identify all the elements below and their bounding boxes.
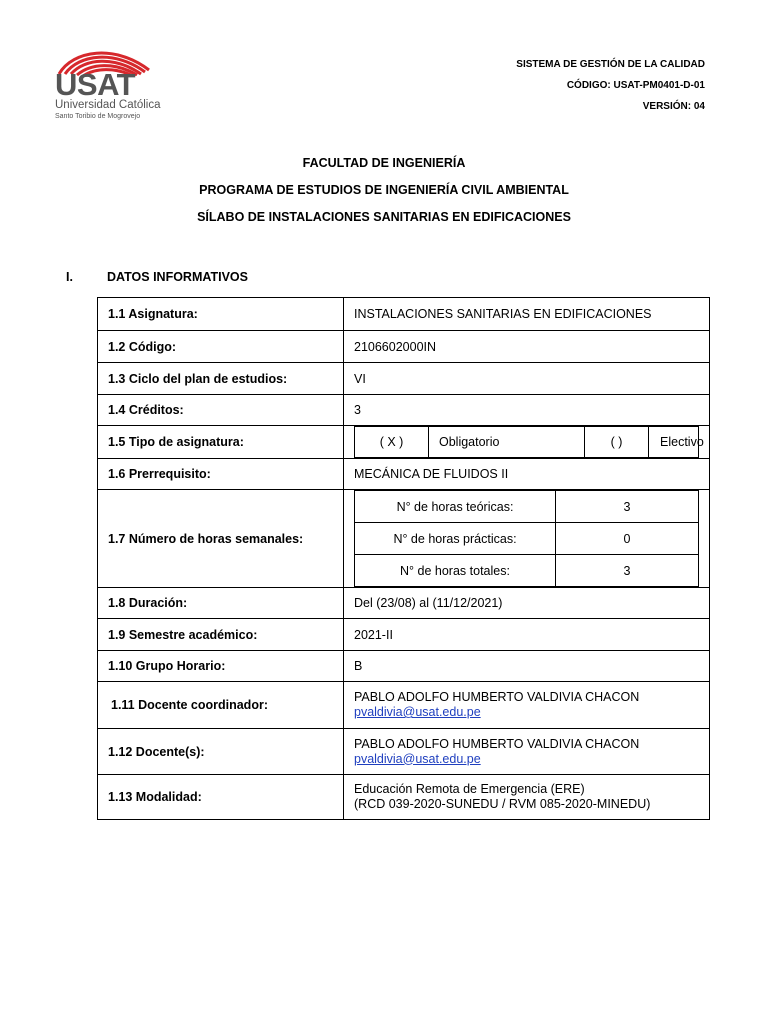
obligatorio-label: Obligatorio — [429, 427, 585, 458]
practice-hours-label: N° de horas prácticas: — [355, 523, 556, 555]
table-row — [98, 775, 710, 820]
row-label: 1.7 Número de horas semanales: — [98, 490, 344, 588]
row-label: 1.10 Grupo Horario: — [98, 651, 344, 682]
coordinator-email-link[interactable]: pvaldivia@usat.edu.pe — [354, 705, 481, 719]
logo-subtitle: Santo Toribio de Mogrovejo — [55, 113, 141, 120]
teacher-name: PABLO ADOLFO HUMBERTO VALDIVIA CHACON — [354, 736, 640, 751]
row-label: 1.2 Código: — [98, 331, 344, 363]
coordinator-cell — [344, 682, 710, 729]
row-value: MECÁNICA DE FLUIDOS II — [344, 459, 710, 490]
theory-hours-value: 3 — [556, 491, 699, 523]
logo-name: USAT — [55, 67, 136, 102]
hours-cell — [344, 490, 710, 588]
coordinator-name: PABLO ADOLFO HUMBERTO VALDIVIA CHACON — [354, 690, 640, 704]
row-label: 1.3 Ciclo del plan de estudios: — [98, 363, 344, 395]
modality-cell — [344, 775, 710, 820]
table-row — [98, 395, 710, 426]
row-label: 1.6 Prerrequisito: — [98, 459, 344, 490]
obligatorio-mark: ( X ) — [355, 427, 429, 458]
informative-data-table — [97, 297, 710, 820]
row-label: 1.12 Docente(s): — [98, 729, 344, 775]
syllabus-title: SÍLABO DE INSTALACIONES SANITARIAS EN EDIFICACIONES — [197, 210, 571, 224]
table-row — [98, 459, 710, 490]
usat-logo — [53, 42, 163, 124]
row-label: 1.5 Tipo de asignatura: — [98, 426, 344, 459]
theory-hours-label: N° de horas teóricas: — [355, 491, 556, 523]
table-row — [98, 651, 710, 682]
table-row — [98, 619, 710, 651]
row-label: 1.13 Modalidad: — [98, 775, 344, 820]
total-hours-value: 3 — [556, 555, 699, 587]
header-system: SISTEMA DE GESTIÓN DE LA CALIDAD — [516, 59, 705, 70]
table-row — [98, 426, 710, 459]
faculty-title: FACULTAD DE INGENIERÍA — [302, 156, 466, 170]
electivo-label: Electivo — [649, 427, 699, 458]
row-label: 1.11 Docente coordinador: — [98, 682, 344, 729]
row-value: VI — [344, 363, 710, 395]
modality-name: Educación Remota de Emergencia (ERE) — [354, 782, 585, 796]
modality-regulation: (RCD 039-2020-SUNEDU / RVM 085-2020-MINEDU) — [354, 797, 651, 811]
hours-table — [354, 490, 699, 587]
row-value: 2021-II — [344, 619, 710, 651]
row-value: 2106602000IN — [344, 331, 710, 363]
practice-hours-value: 0 — [556, 523, 699, 555]
teacher-cell — [344, 729, 710, 775]
row-value: 3 — [344, 395, 710, 426]
table-row — [98, 682, 710, 729]
row-label: 1.4 Créditos: — [98, 395, 344, 426]
program-title: PROGRAMA DE ESTUDIOS DE INGENIERÍA CIVIL AMBIENTAL — [199, 183, 569, 197]
table-row — [98, 331, 710, 363]
header-code: CÓDIGO: USAT-PM0401-D-01 — [566, 80, 705, 91]
row-label: 1.8 Duración: — [98, 588, 344, 619]
document-header — [516, 54, 705, 117]
logo-university: Universidad Católica — [55, 99, 161, 111]
total-hours-label: N° de horas totales: — [355, 555, 556, 587]
row-label: 1.9 Semestre académico: — [98, 619, 344, 651]
table-row — [98, 490, 710, 588]
course-type-options — [354, 426, 704, 458]
electivo-mark: ( ) — [585, 427, 649, 458]
document-titles — [0, 154, 768, 235]
row-value: INSTALACIONES SANITARIAS EN EDIFICACIONES — [344, 298, 710, 331]
row-value: Del (23/08) al (11/12/2021) — [344, 588, 710, 619]
row-value: B — [344, 651, 710, 682]
section-title: DATOS INFORMATIVOS — [107, 270, 248, 284]
table-row — [98, 298, 710, 331]
section-number: I. — [66, 270, 73, 284]
table-row — [98, 588, 710, 619]
teacher-email-link[interactable]: pvaldivia@usat.edu.pe — [354, 751, 481, 766]
header-version: VERSIÓN: 04 — [642, 101, 705, 112]
row-label: 1.1 Asignatura: — [98, 298, 344, 331]
table-row — [98, 363, 710, 395]
table-row — [98, 729, 710, 775]
course-type-cell — [344, 426, 710, 459]
